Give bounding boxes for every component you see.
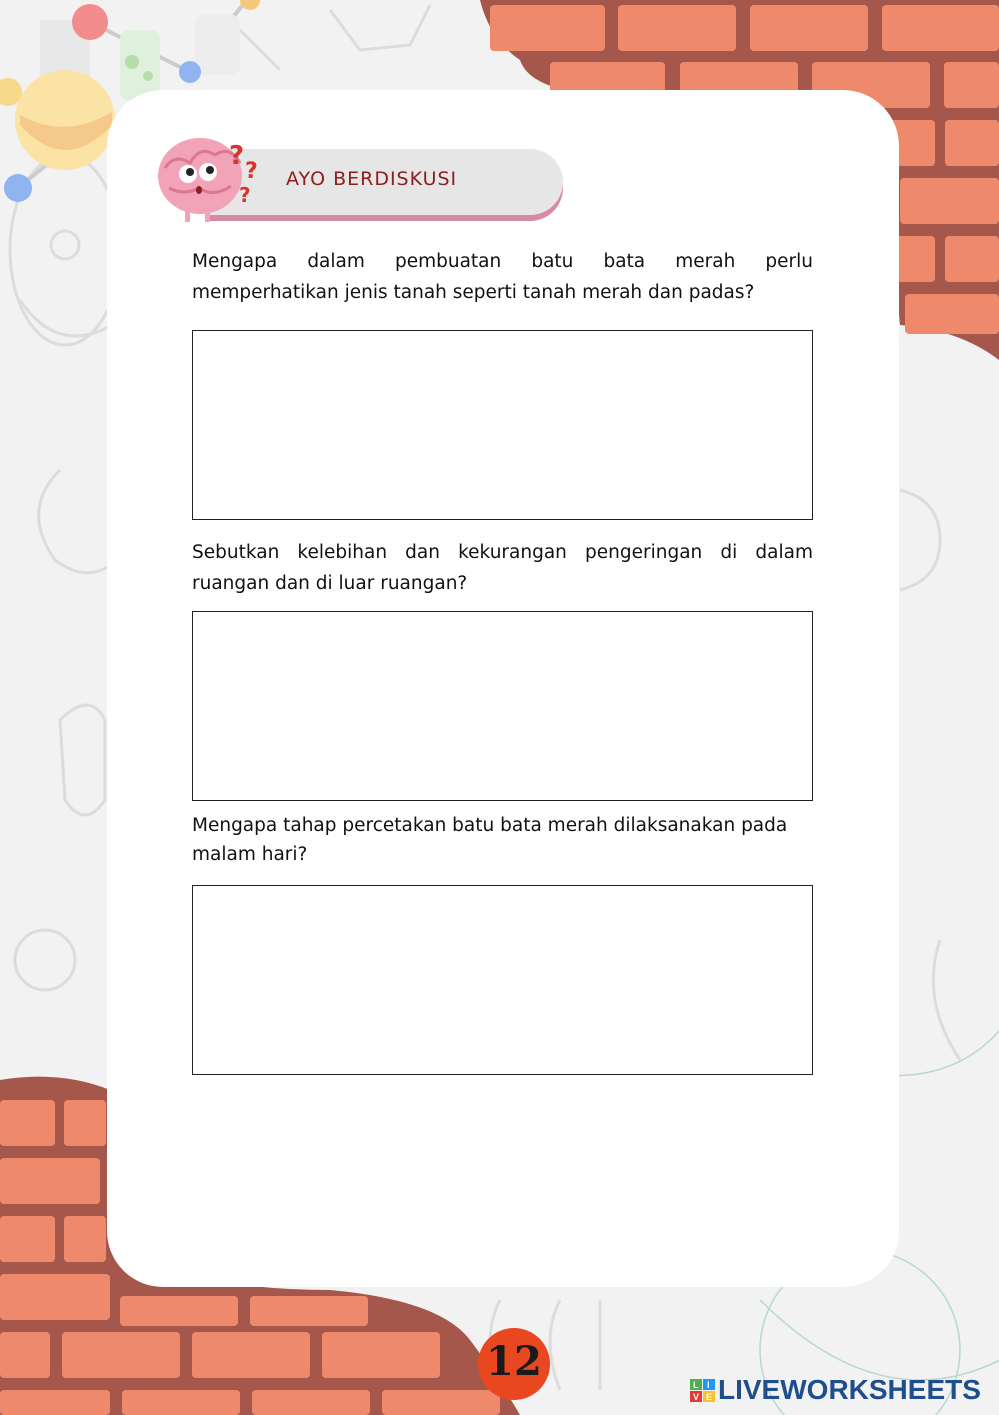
answer-box-2[interactable] xyxy=(192,611,813,801)
liveworksheets-brand-text[interactable]: LIVEWORKSHEETS xyxy=(718,1374,981,1405)
question-3-text: Mengapa tahap percetakan batu bata merah dilaksanakan pada malam hari? xyxy=(192,815,788,865)
logo-letter: L xyxy=(693,1380,699,1390)
svg-text:?: ? xyxy=(239,183,251,207)
section-title: AYO BERDISKUSI xyxy=(286,168,458,190)
svg-text:?: ? xyxy=(245,159,258,184)
page-number: 12 xyxy=(486,1338,542,1385)
logo-letter: V xyxy=(693,1392,700,1402)
question-2-text: Sebutkan kelebihan dan kekurangan pengeringan di dalam ruangan dan di luar ruangan? xyxy=(192,542,813,594)
answer-box-1[interactable] xyxy=(192,330,813,520)
thinking-brain-icon xyxy=(155,128,265,228)
logo-letter: E xyxy=(706,1392,713,1402)
liveworksheets-logo-icon xyxy=(690,1379,716,1403)
question-1-text: Mengapa dalam pembuatan batu bata merah perlu memperhatikan jenis tanah seperti tanah merah dan padas? xyxy=(192,251,813,303)
svg-text:?: ? xyxy=(229,141,245,171)
answer-box-3[interactable] xyxy=(192,885,813,1075)
logo-letter: I xyxy=(707,1380,710,1390)
